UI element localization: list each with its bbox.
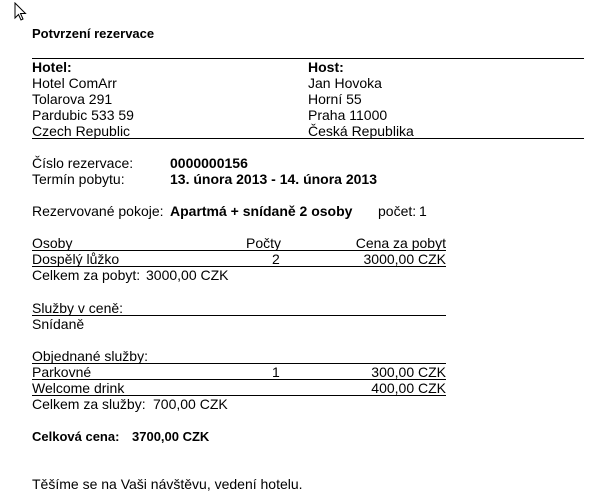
ordered-row-price: 300,00 CZK — [371, 364, 446, 380]
persons-header-counts: Počty — [246, 235, 282, 251]
services-total-label: Celkem za služby: — [32, 396, 146, 412]
grand-total-label: Celková cena: — [32, 429, 120, 444]
hotel-city: Pardubic 533 59 — [32, 107, 134, 123]
rooms-label: Rezervované pokoje: — [32, 203, 164, 219]
guest-country: Česká Republika — [308, 123, 414, 139]
page-title: Potvrzení rezervace — [32, 26, 155, 41]
address-bottom-divider — [32, 138, 584, 139]
persons-header-persons: Osoby — [32, 235, 73, 251]
ordered-row-name: Welcome drink — [32, 380, 125, 396]
hotel-street: Tolarova 291 — [32, 91, 113, 107]
persons-total: 3000,00 CZK — [146, 267, 229, 283]
list-item: Snídaně — [32, 316, 85, 332]
reservation-number-label: Číslo rezervace: — [32, 155, 134, 171]
rooms-count: 1 — [419, 203, 427, 219]
included-services-header: Služby v ceně: — [32, 300, 124, 316]
reservation-term: 13. února 2013 - 14. února 2013 — [170, 171, 377, 187]
ordered-row-name: Parkovné — [32, 364, 92, 380]
services-total: 700,00 CZK — [153, 396, 228, 412]
guest-name: Jan Hovoka — [308, 75, 382, 91]
included-services-divider — [32, 315, 446, 316]
persons-total-label: Celkem za pobyt: — [32, 267, 141, 283]
reservation-number: 0000000156 — [170, 155, 248, 171]
rooms-value: Apartmá + snídaně 2 osoby — [170, 203, 353, 219]
persons-header-price: Cena za pobyt — [355, 235, 446, 251]
ordered-row-count: 1 — [272, 364, 280, 380]
guest-label: Host: — [308, 59, 344, 75]
hotel-name: Hotel ComArr — [32, 75, 117, 91]
hotel-label: Hotel: — [32, 59, 72, 75]
mouse-pointer-icon — [14, 2, 28, 22]
persons-row-count: 2 — [272, 251, 280, 267]
persons-row-name: Dospělý lůžko — [32, 251, 120, 267]
ordered-row-price: 400,00 CZK — [371, 380, 446, 396]
guest-city: Praha 11000 — [308, 107, 388, 123]
guest-street: Horní 55 — [308, 91, 362, 107]
grand-total-value: 3700,00 CZK — [132, 429, 210, 444]
rooms-count-label: počet: — [378, 203, 417, 219]
ordered-services-header: Objednané služby: — [32, 348, 148, 364]
reservation-term-label: Termín pobytu: — [32, 171, 125, 187]
persons-row-price: 3000,00 CZK — [363, 251, 446, 267]
hotel-country: Czech Republic — [32, 123, 131, 139]
closing-text: Těšíme se na Vaši návštěvu, vedení hotelu. — [32, 476, 303, 492]
